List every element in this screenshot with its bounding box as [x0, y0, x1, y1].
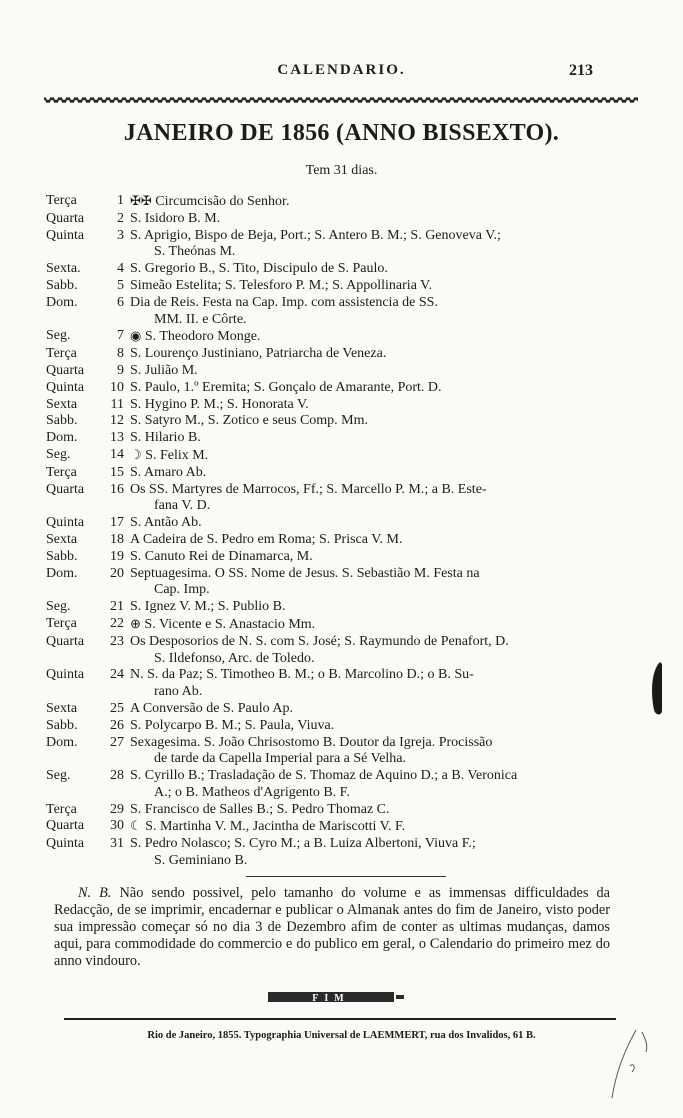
weekday: Sexta [46, 396, 78, 412]
entry-text-block [130, 211, 606, 228]
entry-text: Septuagesima. O SS. Nome de Jesus. S. Sebastião M. Festa na [130, 565, 480, 581]
calendar-entry [46, 599, 606, 616]
entry-line [130, 430, 606, 447]
entry-text: S. Theodoro Monge. [144, 329, 261, 345]
entry-text: Sexagesima. S. João Chrisostomo B. Doutor da Igreja. Procissão [130, 734, 493, 750]
weekday: Sabb. [46, 548, 78, 564]
weekday: Quarta [46, 481, 85, 497]
weekday: Dom. [46, 565, 78, 581]
day-number: 13 [110, 430, 124, 446]
weekday: Dom. [46, 430, 78, 446]
day-number: 24 [110, 667, 124, 683]
entry-text-block [130, 363, 606, 380]
calendar-entry [46, 380, 606, 397]
weekday: Quinta [46, 515, 85, 531]
calendar-entry [46, 278, 606, 295]
entry-text: S. Francisco de Salles B.; S. Pedro Thomaz C. [130, 801, 390, 817]
entry-continuation: rano Ab. [154, 684, 203, 700]
entry-text-block [130, 667, 606, 701]
calendar-entry [46, 701, 606, 718]
entry-line [130, 599, 606, 616]
page-number: 213 [569, 62, 593, 79]
entry-text: S. Lourenço Justiniano, Patriarcha de Veneza. [130, 346, 387, 362]
day-number: 16 [110, 481, 124, 497]
entry-text: S. Paulo, 1.º Eremita; S. Gonçalo de Amarante, Port. D. [130, 379, 442, 395]
entry-text-block [130, 532, 606, 549]
entry-text-block [130, 566, 606, 600]
entry-text-block [130, 718, 606, 735]
weekday: Dom. [46, 734, 78, 750]
entry-continuation: A.; o B. Matheos d'Agrigento B. F. [154, 784, 350, 800]
entry-text-block [130, 515, 606, 532]
entry-text: S. Canuto Rei de Dinamarca, M. [130, 548, 313, 564]
weekday: Dom. [46, 294, 78, 310]
entry-text: S. Amaro Ab. [130, 464, 207, 480]
calendar-entry [46, 228, 606, 262]
calendar-entry [46, 261, 606, 278]
entry-text-block [130, 616, 606, 634]
entry-line [130, 836, 606, 853]
day-number: 11 [110, 396, 124, 412]
entry-text-block [130, 549, 606, 566]
day-number: 8 [117, 346, 124, 362]
day-number: 27 [110, 734, 124, 750]
entry-text-block [130, 634, 606, 668]
entry-text: Dia de Reis. Festa na Cap. Imp. com assistencia de SS. [130, 294, 438, 310]
day-number: 2 [117, 210, 124, 226]
entry-text-block [130, 768, 606, 802]
entry-text: S. Cyrillo B.; Trasladação de S. Thomaz de Aquino D.; a B. Veronica [130, 768, 518, 784]
entry-text: N. S. da Paz; S. Timotheo B. M.; o B. Marcolino D.; o B. Su- [130, 667, 474, 683]
calendar-entry [46, 566, 606, 600]
weekday: Terça [46, 464, 77, 480]
entry-line [130, 532, 606, 549]
entry-text: S. Pedro Nolasco; S. Cyro M.; a B. Luiza Albertoni, Viuva F.; [130, 836, 476, 852]
calendar-entry [46, 211, 606, 228]
calendar-entry [46, 363, 606, 380]
calendar-entry [46, 634, 606, 668]
entry-text: Os SS. Martyres de Marrocos, Ff.; S. Marcello P. M.; a B. Este- [130, 481, 487, 497]
weekday: Seg. [46, 446, 71, 462]
weekday: Quarta [46, 633, 85, 649]
calendar-entry [46, 430, 606, 447]
calendar-entry [46, 532, 606, 549]
note-text: Não sendo possivel, pelo tamanho do volume e as immensas difficuldades da Redacção, de se imprimir, encadernar e publicar o Almanak antes do fim de Janeiro, visto poder sua impressão começar só no dia 3 de Dezembro afim de conter as ultimas mudanças, damos aqui, para commodidade do commercio e do publico em geral, o Calendario do primeiro mez do anno vindouro. [54, 885, 610, 969]
entry-line [130, 616, 606, 634]
entry-continuation: S. Theónas M. [154, 244, 236, 260]
entry-line [130, 447, 606, 465]
day-number: 19 [110, 548, 124, 564]
day-number: 30 [110, 818, 124, 834]
bottom-rule [64, 1018, 616, 1020]
weekday: Seg. [46, 599, 71, 615]
entry-text: S. Hygino P. M.; S. Honorata V. [130, 396, 309, 412]
entry-line [130, 465, 606, 482]
entry-line [130, 363, 606, 380]
note-divider [246, 876, 446, 877]
entry-text: S. Hilario B. [130, 430, 201, 446]
calendar-entry [46, 836, 606, 870]
calendar-entry [46, 667, 606, 701]
moon-phase-icon: ☾ [130, 818, 142, 834]
weekday: Sabb. [46, 413, 78, 429]
calendar-entry [46, 397, 606, 414]
calendar-entry [46, 482, 606, 516]
weekday: Quinta [46, 836, 85, 852]
entry-text: S. Ignez V. M.; S. Publio B. [130, 599, 286, 615]
calendar-entry [46, 802, 606, 819]
day-number: 7 [117, 328, 124, 344]
imprint-line: Rio de Janeiro, 1855. Typographia Universal de LAEMMERT, rua dos Invalidos, 61 B. [147, 1030, 536, 1041]
entry-line [130, 482, 606, 499]
day-number: 3 [117, 227, 124, 243]
entry-line [130, 718, 606, 735]
fim-ornament [0, 990, 683, 1004]
margin-stain [648, 660, 664, 718]
day-number: 31 [110, 836, 124, 852]
calendar-entry [46, 818, 606, 836]
entry-text: Os Desposorios de N. S. com S. José; S. Raymundo de Penafort, D. [130, 633, 509, 649]
entry-text-block [130, 599, 606, 616]
moon-phase-icon: ☽ [130, 446, 142, 462]
calendar-entry [46, 616, 606, 634]
entry-line [130, 295, 606, 312]
note-label: N. B. [78, 885, 112, 901]
entry-text-block [130, 701, 606, 718]
entry-line [130, 211, 606, 228]
entry-text-block [130, 193, 606, 211]
day-number: 4 [117, 261, 124, 277]
entry-text-block [130, 465, 606, 482]
entry-text-block [130, 818, 606, 836]
entry-text-block [130, 482, 606, 516]
entry-continuation: de tarde da Capella Imperial para a Sé Velha. [154, 751, 407, 767]
calendar-entry [46, 515, 606, 532]
entry-line [130, 380, 606, 397]
entry-continuation: Cap. Imp. [154, 582, 210, 598]
entry-line [130, 346, 606, 363]
entry-text-block [130, 261, 606, 278]
entry-text: Simeão Estelita; S. Telesforo P. M.; S. Appollinaria V. [130, 277, 432, 293]
calendar-entry [46, 447, 606, 465]
entry-text: A Cadeira de S. Pedro em Roma; S. Prisca V. M. [130, 531, 403, 547]
weekday: Quarta [46, 362, 85, 378]
moon-phase-icon: ✠✠ [130, 193, 152, 208]
entry-continuation: fana V. D. [154, 498, 211, 514]
entry-text: S. Gregorio B., S. Tito, Discipulo de S. Paulo. [130, 261, 388, 277]
day-number: 23 [110, 633, 124, 649]
entry-text: S. Aprigio, Bispo de Beja, Port.; S. Antero B. M.; S. Genoveva V.; [130, 227, 501, 243]
weekday: Sexta [46, 700, 78, 716]
entry-text-block [130, 430, 606, 447]
entry-text-block [130, 380, 606, 397]
day-number: 14 [110, 446, 124, 462]
entry-text-block [130, 278, 606, 295]
day-number: 10 [110, 379, 124, 395]
day-number: 12 [110, 413, 124, 429]
weekday: Quarta [46, 818, 85, 834]
entry-line [130, 768, 606, 785]
day-number: 21 [110, 599, 124, 615]
day-number: 6 [117, 294, 124, 310]
entry-text: S. Julião M. [130, 362, 198, 378]
calendar-entry [46, 193, 606, 211]
entry-line [130, 261, 606, 278]
weekday: Terça [46, 615, 77, 631]
entry-line [130, 549, 606, 566]
day-number: 18 [110, 531, 124, 547]
entry-line [130, 802, 606, 819]
calendar-entry [46, 718, 606, 735]
weekday: Quarta [46, 210, 85, 226]
calendar-entry [46, 413, 606, 430]
weekday: Terça [46, 193, 77, 208]
weekday: Quinta [46, 667, 85, 683]
day-number: 15 [110, 464, 124, 480]
entry-text-block [130, 836, 606, 870]
entry-line [130, 413, 606, 430]
wavy-rule-divider [44, 96, 638, 104]
entry-text-block [130, 228, 606, 262]
entry-text: S. Martinha V. M., Jacintha de Mariscotti V. F. [145, 819, 406, 835]
running-head [0, 62, 683, 86]
entry-text: Circumcisão do Senhor. [155, 194, 290, 209]
day-number: 20 [110, 565, 124, 581]
weekday: Sabb. [46, 717, 78, 733]
entry-line [130, 818, 606, 836]
entry-line [130, 193, 606, 211]
running-title: CALENDARIO. [277, 62, 406, 78]
weekday: Terça [46, 346, 77, 362]
days-count: Tem 31 dias. [305, 163, 378, 178]
weekday: Seg. [46, 768, 71, 784]
day-number: 22 [110, 615, 124, 631]
entry-text-block [130, 346, 606, 363]
entry-line [130, 566, 606, 583]
calendar-entry [46, 549, 606, 566]
calendar-list [46, 193, 606, 870]
entry-text: S. Felix M. [145, 447, 209, 463]
day-number: 17 [110, 515, 124, 531]
entry-text-block [130, 413, 606, 430]
calendar-entry [46, 465, 606, 482]
entry-text-block [130, 328, 606, 346]
day-number: 25 [110, 700, 124, 716]
moon-phase-icon: ◉ [130, 328, 142, 344]
calendar-entry [46, 346, 606, 363]
weekday: Sexta. [46, 261, 81, 277]
entry-text: S. Satyro M., S. Zotico e seus Comp. Mm. [130, 413, 369, 429]
entry-continuation: S. Geminiano B. [154, 853, 248, 869]
entry-line [130, 634, 606, 651]
entry-line [130, 328, 606, 346]
moon-phase-icon: ⊕ [130, 615, 141, 631]
entry-text: S. Vicente e S. Anastacio Mm. [144, 616, 316, 632]
entry-text: S. Polycarpo B. M.; S. Paula, Viuva. [130, 717, 335, 733]
pencil-mark [606, 1022, 666, 1102]
entry-text: A Conversão de S. Paulo Ap. [130, 700, 293, 716]
entry-text-block [130, 295, 606, 329]
calendar-entry [46, 328, 606, 346]
note-paragraph [54, 885, 610, 970]
entry-line [130, 228, 606, 245]
day-number: 9 [117, 362, 124, 378]
ornament-text: FIM [312, 993, 350, 1004]
day-number: 1 [117, 193, 124, 208]
entry-line [130, 515, 606, 532]
entry-line [130, 278, 606, 295]
entry-line [130, 397, 606, 414]
entry-line [130, 701, 606, 718]
weekday: Quinta [46, 227, 85, 243]
entry-continuation: MM. II. e Côrte. [154, 311, 247, 327]
calendar-entry [46, 735, 606, 769]
calendar-entry [46, 295, 606, 329]
entry-text-block [130, 802, 606, 819]
day-number: 26 [110, 717, 124, 733]
weekday: Sabb. [46, 277, 78, 293]
day-number: 5 [117, 277, 124, 293]
page-title: JANEIRO DE 1856 (ANNO BISSEXTO). [123, 120, 560, 146]
day-number: 29 [110, 801, 124, 817]
entry-line [130, 735, 606, 752]
entry-text: S. Isidoro B. M. [130, 210, 221, 226]
entry-text-block [130, 397, 606, 414]
weekday: Quinta [46, 379, 85, 395]
entry-continuation: S. Ildefonso, Arc. de Toledo. [154, 650, 315, 666]
calendar-entry [46, 768, 606, 802]
weekday: Sexta [46, 531, 78, 547]
entry-text: S. Antão Ab. [130, 515, 202, 531]
entry-line [130, 667, 606, 684]
entry-text-block [130, 735, 606, 769]
day-number: 28 [110, 768, 124, 784]
weekday: Terça [46, 801, 77, 817]
weekday: Seg. [46, 328, 71, 344]
entry-text-block [130, 447, 606, 465]
